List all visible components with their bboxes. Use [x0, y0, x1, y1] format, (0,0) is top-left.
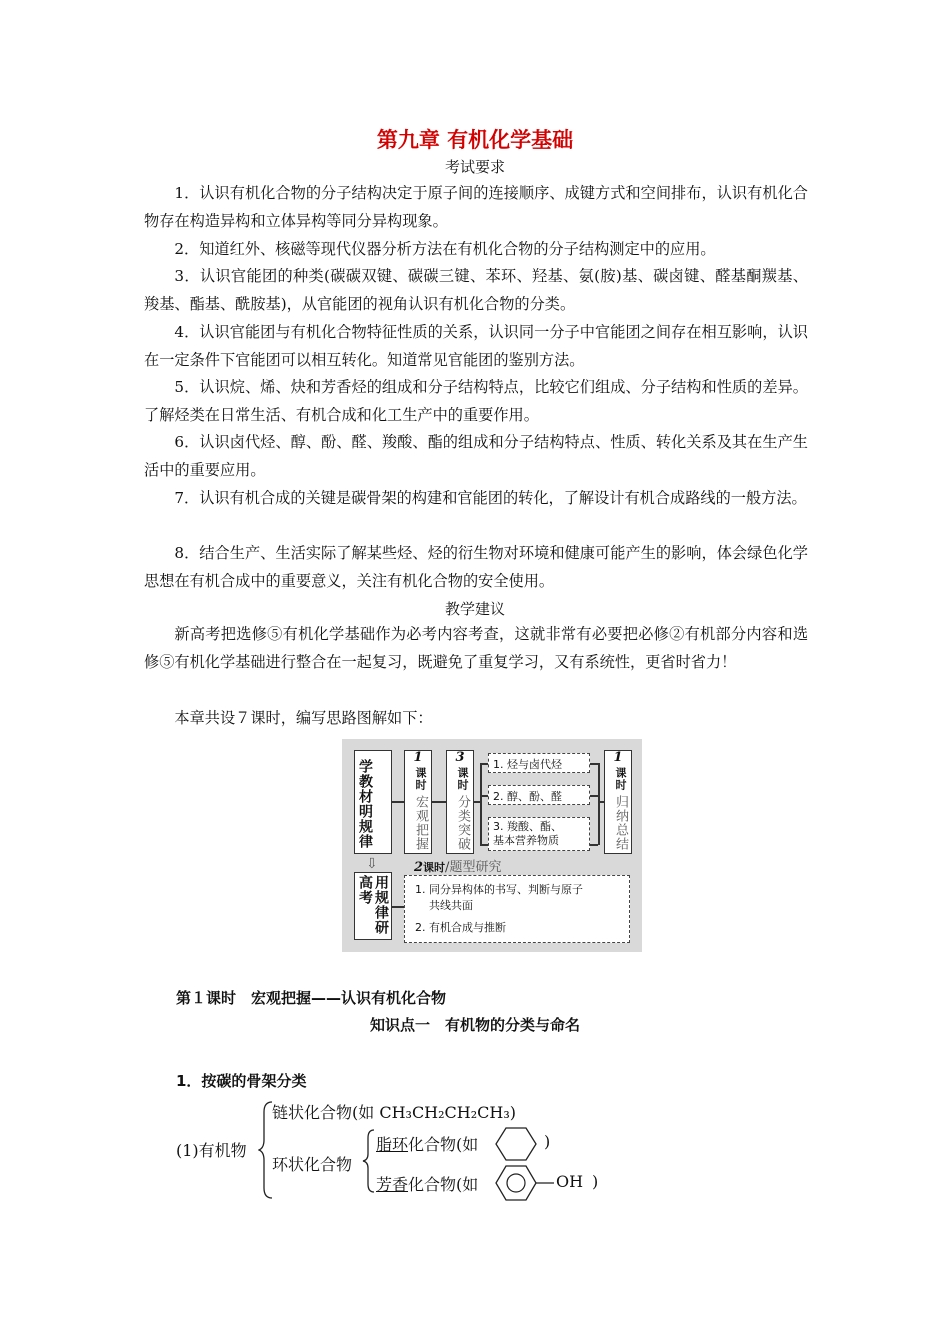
- alicyclic-line: 脂环化合物(如: [376, 1135, 479, 1154]
- connector: [480, 763, 488, 765]
- aromatic-line: 芳香化合物(如: [376, 1175, 479, 1194]
- col-box-2: 3 课时 分类突破: [446, 750, 474, 854]
- connector: [590, 795, 598, 797]
- branch-3: 3. 羧酸、酯、 基本营养物质: [488, 817, 590, 851]
- teaching-paragraph: 新高考把选修⑤有机化学基础作为必考内容考查，这就非常有必要把必修②有机部分内容和选修⑤有机化学基础进行整合在一起复习，既避免了重复学习，又有系统性，更省时省力！: [144, 625, 808, 671]
- requirement-8: 8．结合生产、生活实际了解某些烃、烃的衍生物对环境和健康可能产生的影响，体会绿色化学思想在有机合成中的重要意义，关注有机化合物的安全使用。: [144, 544, 808, 590]
- phenol-benzene-icon: [494, 1164, 556, 1202]
- connector: [392, 801, 404, 803]
- connector: [432, 801, 446, 803]
- requirement-7: 7．认识有机合成的关键是碳骨架的构建和官能团的转化，了解设计有机合成路线的一般方法。: [174, 489, 807, 507]
- section-heading: 1．按碳的骨架分类: [176, 1072, 307, 1090]
- bottom-heading: 2课时/题型研究: [414, 860, 502, 875]
- exam-heading: 考试要求: [444, 158, 505, 176]
- cyclohexane-icon: [494, 1126, 538, 1162]
- requirement-1: 1．认识有机化合物的分子结构决定于原子间的连接顺序、成键方式和空间排布，认识有机化合物存在构造异构和立体异构等同分异构现象。: [144, 184, 808, 230]
- down-arrow-icon: ⇩: [366, 856, 378, 872]
- aromatic-close: ): [592, 1172, 599, 1191]
- connector: [590, 844, 598, 846]
- alicyclic-close: ): [544, 1132, 551, 1151]
- classify-root: (1)有机物: [176, 1141, 247, 1160]
- brace-icon: [362, 1128, 376, 1194]
- left-bottom-box: 用规律研高考: [354, 872, 392, 940]
- connector: [598, 763, 600, 845]
- teaching-note: 本章共设７课时，编写思路图解如下：: [174, 709, 433, 727]
- col-box-1: 1 课时 宏观把握: [404, 750, 432, 854]
- branch-1: 1. 烃与卤代烃: [488, 753, 590, 773]
- chain-compound: 链状化合物(如 CH₃CH₂CH₂CH₃): [272, 1103, 517, 1122]
- connector: [590, 763, 598, 765]
- teaching-heading: 教学建议: [444, 600, 505, 618]
- bottom-box: 1. 同分异构体的书写、判断与原子 共线共面 2. 有机合成与推断: [404, 875, 630, 943]
- ring-compound: 环状化合物: [272, 1155, 353, 1174]
- requirement-3: 3．认识官能团的种类(碳碳双键、碳碳三键、苯环、羟基、氨(胺)基、碳卤键、醛基酮羰基、羧基、酯基、酰胺基)，从官能团的视角认识有机化合物的分类。: [144, 267, 808, 313]
- connector: [480, 763, 482, 845]
- chapter-structure-diagram: [342, 739, 642, 952]
- requirement-6: 6．认识卤代烃、醇、酚、醛、羧酸、酯的组成和分子结构特点、性质、转化关系及其在生产生活中的重要应用。: [144, 433, 808, 479]
- requirement-5: 5．认识烷、烯、炔和芳香烃的组成和分子结构特点，比较它们组成、分子结构和性质的差异。了解烃类在日常生活、有机合成和化工生产中的重要作用。: [144, 378, 808, 424]
- page-title: 第九章 有机化学基础: [376, 128, 574, 152]
- col-box-3: 1 课时 归纳总结: [604, 750, 632, 854]
- lesson-heading: 第１课时 宏观把握——认识有机化合物: [176, 989, 447, 1007]
- connector: [480, 844, 488, 846]
- connector: [392, 906, 404, 908]
- hydroxyl-label: OH: [556, 1172, 584, 1191]
- left-top-box: 学教材明规律: [354, 750, 392, 854]
- requirement-4: 4．认识官能团与有机化合物特征性质的关系，认识同一分子中官能团之间存在相互影响，认识在一定条件下官能团可以相互转化。知道常见官能团的鉴别方法。: [144, 323, 808, 369]
- knowledge-heading: 知识点一 有机物的分类与命名: [369, 1016, 580, 1034]
- connector: [480, 795, 488, 797]
- requirement-2: 2．知道红外、核磁等现代仪器分析方法在有机化合物的分子结构测定中的应用。: [174, 240, 716, 258]
- branch-2: 2. 醇、酚、醛: [488, 785, 590, 805]
